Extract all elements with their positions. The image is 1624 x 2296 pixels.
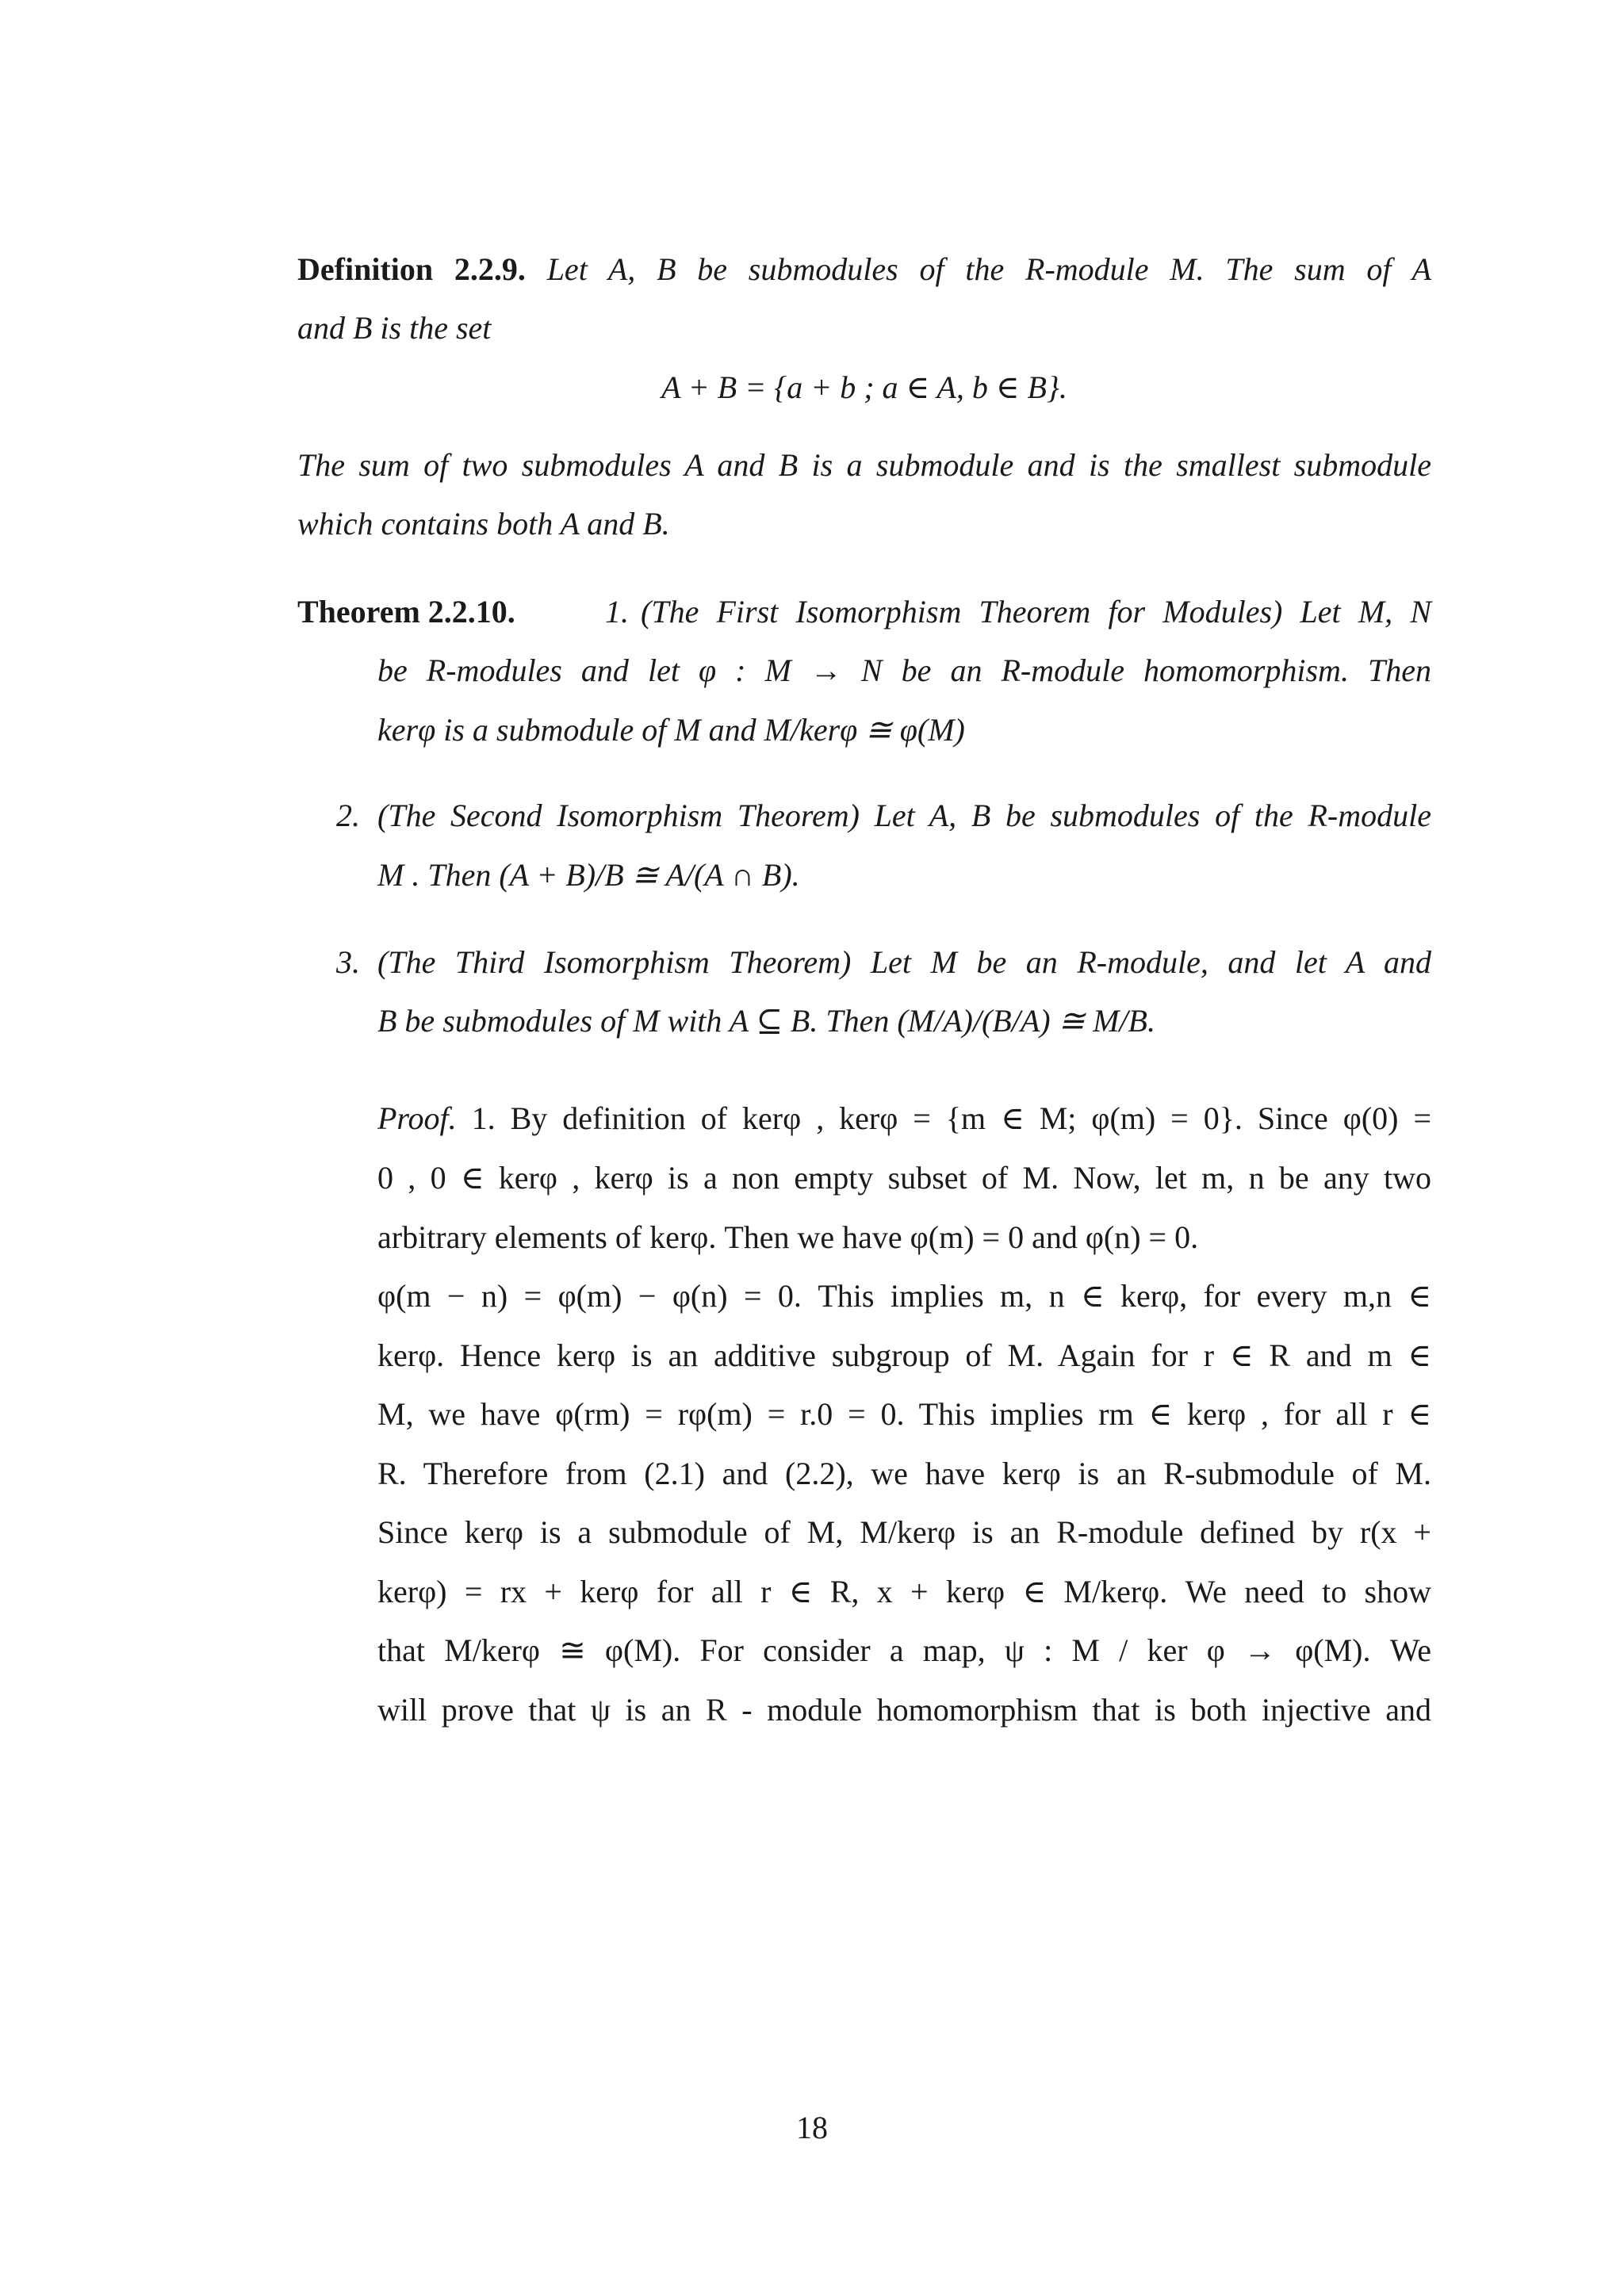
theorem-item-1-number: 1. — [605, 594, 629, 629]
proof-label: Proof. — [377, 1100, 457, 1136]
proof-line-9: kerφ) = rx + kerφ for all r ∈ R, x + kerφ ∈ M/kerφ. We need to show — [377, 1574, 1431, 1609]
proof-text: 1. By definition of kerφ , kerφ = {m ∈ M; φ(m) = 0}. Since φ(0) = — [471, 1100, 1432, 1136]
theorem-item-3-line-2: B be submodules of M with A ⊆ B. Then (M/A)/(B/A) ≅ M/B. — [377, 1003, 1155, 1039]
theorem-item-1-line-3: kerφ is a submodule of M and M/kerφ ≅ φ(M) — [377, 712, 965, 748]
proof-line-11: will prove that ψ is an R - module homomorphism that is both injective and — [377, 1692, 1431, 1728]
definition-line-2: and B is the set — [297, 310, 492, 346]
theorem-item-1-line-1: (The First Isomorphism Theorem for Modules) Let M, N — [641, 594, 1431, 629]
theorem-item-1-line-2: be R-modules and let φ : M → N be an R-module homomorphism. Then — [377, 652, 1431, 688]
theorem-item-2-line-2: M . Then (A + B)/B ≅ A/(A ∩ B). — [377, 857, 800, 893]
proof-line-5: kerφ. Hence kerφ is an additive subgroup of M. Again for r ∈ R and m ∈ — [377, 1337, 1431, 1373]
theorem-item-2-line-1: (The Second Isomorphism Theorem) Let A, B be submodules of the R-module — [377, 798, 1431, 833]
definition-line-4: which contains both A and B. — [297, 506, 670, 541]
proof-line-3: arbitrary elements of kerφ. Then we have φ(m) = 0 and φ(n) = 0. — [377, 1219, 1199, 1255]
proof-line-4: φ(m − n) = φ(m) − φ(n) = 0. This implies m, n ∈ kerφ, for every m,n ∈ — [377, 1278, 1431, 1314]
page-number: 18 — [796, 2110, 828, 2145]
theorem-item-3-number: 3. — [336, 944, 360, 980]
proof-line-8: Since kerφ is a submodule of M, M/kerφ is an R-module defined by r(x + — [377, 1514, 1431, 1550]
theorem-item-3-line-1: (The Third Isomorphism Theorem) Let M be an R-module, and let A and — [377, 944, 1431, 980]
proof-line-7: R. Therefore from (2.1) and (2.2), we have kerφ is an R-submodule of M. — [377, 1456, 1431, 1491]
definition-formula: A + B = {a + b ; a ∈ A, b ∈ B}. — [661, 369, 1067, 405]
theorem-label: Theorem 2.2.10. — [297, 594, 515, 629]
definition-line-3: The sum of two submodules A and B is a submodule and is the smallest submodule — [297, 447, 1431, 483]
proof-line-10: that M/kerφ ≅ φ(M). For consider a map, ψ : M / ker φ → φ(M). We — [377, 1632, 1431, 1668]
proof-line-1 — [377, 1100, 1431, 1138]
theorem-item-2-number: 2. — [336, 798, 360, 833]
definition-line-1 — [297, 251, 1431, 289]
proof-line-2: 0 , 0 ∈ kerφ , kerφ is a non empty subset of M. Now, let m, n be any two — [377, 1160, 1431, 1196]
definition-label: Definition 2.2.9. — [297, 251, 526, 287]
proof-line-6: M, we have φ(rm) = rφ(m) = r.0 = 0. This implies rm ∈ kerφ , for all r ∈ — [377, 1396, 1431, 1432]
definition-text: Let A, B be submodules of the R-module M. The sum of A — [546, 251, 1432, 287]
